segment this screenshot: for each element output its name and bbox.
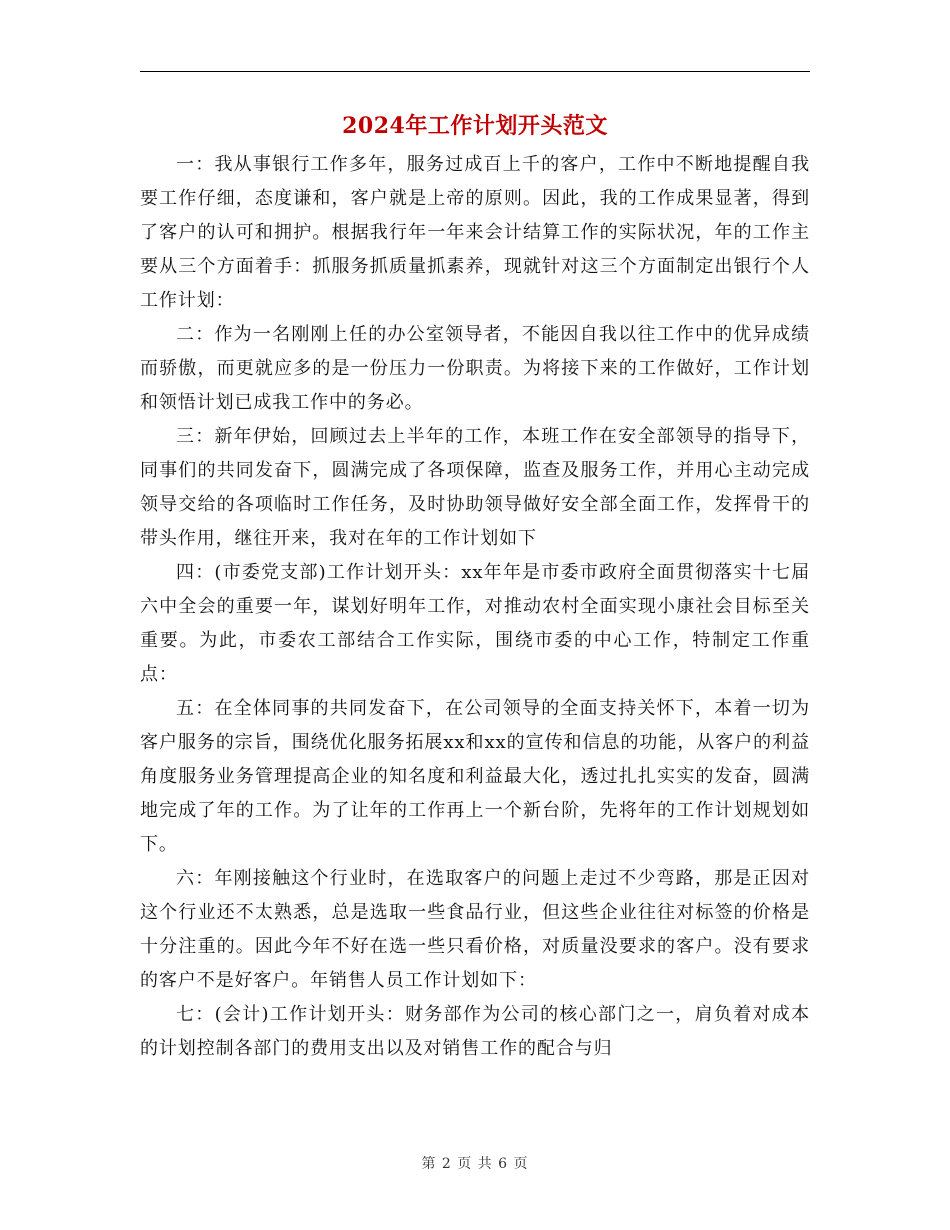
paragraph-1: 一：我从事银行工作多年，服务过成百上千的客户，工作中不断地提醒自我要工作仔细，态度谦和，客户就是上帝的原则。因此，我的工作成果显著，得到了客户的认可和拥护。根据我行年一年来会计结算工作的实际状况，年的工作主要从三个方面着手：抓服务抓质量抓素养，现就针对这三个方面制定出银行个人工作计划： xyxy=(140,154,810,311)
paragraph-6: 六：年刚接触这个行业时，在选取客户的问题上走过不少弯路，那是正因对这个行业还不太熟悉，总是选取一些食品行业，但这些企业往往对标签的价格是十分注重的。因此今年不好在选一些只看价格，对质量没要求的客户。没有要求的客户不是好客户。年销售人员工作计划如下： xyxy=(140,868,810,991)
paragraph-2: 二：作为一名刚刚上任的办公室领导者，不能因自我以往工作中的优异成绩而骄傲，而更就应多的是一份压力一份职责。为将接下来的工作做好，工作计划和领悟计划已成我工作中的务必。 xyxy=(140,324,810,413)
document-title: 2024年工作计划开头范文 xyxy=(342,113,608,139)
page-number-footer: 第 2 页 共 6 页 xyxy=(421,1156,529,1172)
paragraph-4: 四：(市委党支部)工作计划开头：xx年年是市委市政府全面贯彻落实十七届六中全会的重要一年，谋划好明年工作，对推动农村全面实现小康社会目标至关重要。为此，市委农工部结合工作实际，围绕市委的中心工作，特制定工作重点： xyxy=(140,562,810,685)
paragraph-7: 七：(会计)工作计划开头：财务部作为公司的核心部门之一，肩负着对成本的计划控制各部门的费用支出以及对销售工作的配合与归 xyxy=(140,1004,810,1059)
paragraph-3: 三：新年伊始，回顾过去上半年的工作，本班工作在安全部领导的指导下，同事们的共同发奋下，圆满完成了各项保障，监查及服务工作，并用心主动完成领导交给的各项临时工作任务，及时协助领导做好安全部全面工作，发挥骨干的带头作用，继往开来，我对在年的工作计划如下 xyxy=(140,426,810,549)
header-rule xyxy=(140,71,810,72)
document-body xyxy=(140,148,810,1066)
paragraph-5: 五：在全体同事的共同发奋下，在公司领导的全面支持关怀下，本着一切为客户服务的宗旨，围绕优化服务拓展xx和xx的宣传和信息的功能，从客户的利益角度服务业务管理提高企业的知名度和利益最大化，透过扎扎实实的发奋，圆满地完成了年的工作。为了让年的工作再上一个新台阶，先将年的工作计划规划如下。 xyxy=(140,698,810,855)
